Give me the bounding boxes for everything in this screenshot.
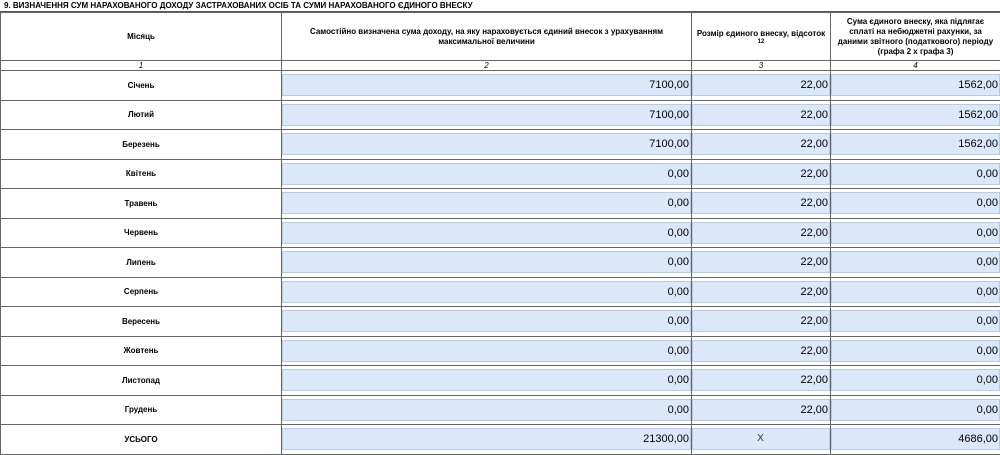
month-label: Червень bbox=[1, 218, 282, 248]
table-row bbox=[1, 189, 1000, 219]
income-field[interactable]: 0,00 bbox=[282, 340, 691, 362]
column-number: 3 bbox=[692, 61, 831, 71]
table-row bbox=[1, 336, 1000, 366]
section-title: 9. ВИЗНАЧЕННЯ СУМ НАРАХОВАНОГО ДОХОДУ ЗАСТРАХОВАНИХ ОСІБ ТА СУМИ НАРАХОВАНОГО ЄДИНОГО ВНЕСКУ bbox=[0, 0, 1000, 12]
contribution-field[interactable]: 1562,00 bbox=[831, 133, 1000, 155]
header-contribution: Сума єдиного внеску, яка підлягає сплаті на небюджетні рахунки, за даними звітного (податкового) періоду (графа 2 х графа 3) bbox=[831, 13, 1000, 61]
column-number: 4 bbox=[831, 61, 1000, 71]
total-label: УСЬОГО bbox=[1, 425, 282, 455]
month-label: Липень bbox=[1, 248, 282, 278]
income-field[interactable]: 7100,00 bbox=[282, 74, 691, 96]
table-row bbox=[1, 307, 1000, 337]
contribution-field[interactable]: 1562,00 bbox=[831, 104, 1000, 126]
rate-field[interactable]: 22,00 bbox=[692, 251, 830, 273]
rate-field[interactable]: 22,00 bbox=[692, 222, 830, 244]
rate-field[interactable]: 22,00 bbox=[692, 340, 830, 362]
month-label: Грудень bbox=[1, 395, 282, 425]
rate-field[interactable]: 22,00 bbox=[692, 281, 830, 303]
rate-field[interactable]: 22,00 bbox=[692, 104, 830, 126]
total-rate-field: X bbox=[692, 428, 830, 450]
rate-field[interactable]: 22,00 bbox=[692, 163, 830, 185]
income-field[interactable]: 0,00 bbox=[282, 222, 691, 244]
contribution-field[interactable]: 0,00 bbox=[831, 399, 1000, 421]
table-row bbox=[1, 395, 1000, 425]
contribution-field[interactable]: 0,00 bbox=[831, 163, 1000, 185]
header-income: Самостійно визначена сума доходу, на яку нараховується єдиний внесок з урахуванням максимальної величини bbox=[282, 13, 692, 61]
table-row bbox=[1, 130, 1000, 160]
rate-field[interactable]: 22,00 bbox=[692, 399, 830, 421]
table-row bbox=[1, 218, 1000, 248]
rate-field[interactable]: 22,00 bbox=[692, 192, 830, 214]
rate-field[interactable]: 22,00 bbox=[692, 74, 830, 96]
month-label: Листопад bbox=[1, 366, 282, 396]
contribution-field[interactable]: 0,00 bbox=[831, 222, 1000, 244]
total-income-field[interactable]: 21300,00 bbox=[282, 428, 691, 450]
table-row bbox=[1, 71, 1000, 101]
header-month: Місяць bbox=[1, 13, 282, 61]
month-label: Серпень bbox=[1, 277, 282, 307]
month-label: Травень bbox=[1, 189, 282, 219]
income-field[interactable]: 0,00 bbox=[282, 251, 691, 273]
column-number: 1 bbox=[1, 61, 282, 71]
month-label: Січень bbox=[1, 71, 282, 101]
header-rate-footnote: 12 bbox=[696, 39, 826, 45]
rate-field[interactable]: 22,00 bbox=[692, 310, 830, 332]
contribution-field[interactable]: 0,00 bbox=[831, 369, 1000, 391]
income-field[interactable]: 0,00 bbox=[282, 163, 691, 185]
income-field[interactable]: 0,00 bbox=[282, 310, 691, 332]
header-row bbox=[1, 13, 1000, 61]
contribution-field[interactable]: 0,00 bbox=[831, 340, 1000, 362]
income-field[interactable]: 0,00 bbox=[282, 281, 691, 303]
column-number-row bbox=[1, 61, 1000, 71]
total-contribution-field[interactable]: 4686,00 bbox=[831, 428, 1000, 450]
contribution-field[interactable]: 0,00 bbox=[831, 310, 1000, 332]
month-label: Лютий bbox=[1, 100, 282, 130]
income-field[interactable]: 0,00 bbox=[282, 192, 691, 214]
contribution-field[interactable]: 1562,00 bbox=[831, 74, 1000, 96]
income-field[interactable]: 7100,00 bbox=[282, 104, 691, 126]
table-row bbox=[1, 248, 1000, 278]
total-row bbox=[1, 425, 1000, 455]
table-row bbox=[1, 100, 1000, 130]
table-row bbox=[1, 159, 1000, 189]
contribution-field[interactable]: 0,00 bbox=[831, 281, 1000, 303]
rate-field[interactable]: 22,00 bbox=[692, 369, 830, 391]
income-field[interactable]: 7100,00 bbox=[282, 133, 691, 155]
contributions-table bbox=[0, 12, 1000, 455]
header-rate bbox=[692, 13, 831, 61]
table-row bbox=[1, 277, 1000, 307]
table-row bbox=[1, 366, 1000, 396]
month-label: Жовтень bbox=[1, 336, 282, 366]
month-label: Квітень bbox=[1, 159, 282, 189]
rate-field[interactable]: 22,00 bbox=[692, 133, 830, 155]
header-rate-label: Розмір єдиного внеску, відсоток bbox=[697, 29, 825, 38]
month-label: Вересень bbox=[1, 307, 282, 337]
income-field[interactable]: 0,00 bbox=[282, 399, 691, 421]
contribution-field[interactable]: 0,00 bbox=[831, 192, 1000, 214]
month-label: Березень bbox=[1, 130, 282, 160]
column-number: 2 bbox=[282, 61, 692, 71]
contribution-field[interactable]: 0,00 bbox=[831, 251, 1000, 273]
income-field[interactable]: 0,00 bbox=[282, 369, 691, 391]
